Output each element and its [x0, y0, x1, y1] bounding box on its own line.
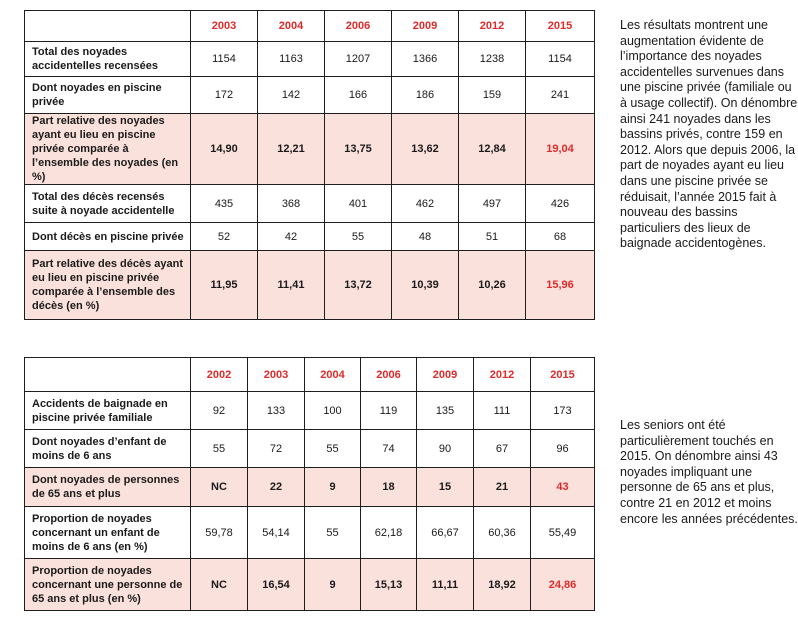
table-cell: 9	[305, 468, 361, 507]
table-cell: 1154	[526, 42, 595, 77]
table-cell: 1163	[258, 42, 325, 77]
year-header: 2006	[325, 11, 392, 42]
year-header: 2003	[191, 11, 258, 42]
table-cell: 60,36	[474, 507, 531, 559]
table-row-highlight	[25, 559, 595, 611]
table-cell: 72	[248, 430, 305, 468]
table-cell: 54,14	[248, 507, 305, 559]
table-cell: 186	[392, 77, 459, 114]
table1-corner	[25, 11, 191, 42]
table-row	[25, 77, 595, 114]
table-cell: 9	[305, 559, 361, 611]
table-row	[25, 42, 595, 77]
row-label: Total des noyades accidentelles recensées	[25, 42, 191, 77]
table-row-highlight	[25, 251, 595, 320]
year-header: 2006	[361, 358, 417, 392]
table-row	[25, 392, 595, 430]
table-row	[25, 223, 595, 251]
table-cell: 172	[191, 77, 258, 114]
year-header: 2003	[248, 358, 305, 392]
table-cell: 11,95	[191, 251, 258, 320]
table1-header-row	[25, 11, 595, 42]
table-cell: 12,84	[459, 114, 526, 185]
table-cell: 90	[417, 430, 474, 468]
table-cell: 11,11	[417, 559, 474, 611]
table-cell: 241	[526, 77, 595, 114]
table-cell: 135	[417, 392, 474, 430]
table-cell: 16,54	[248, 559, 305, 611]
table-cell-emphasis: 19,04	[526, 114, 595, 185]
row-label: Dont noyades en piscine privée	[25, 77, 191, 114]
row-label: Part relative des décès ayant eu lieu en piscine privée comparée à l’ensemble des décès (en %)	[25, 251, 191, 320]
table-cell: 14,90	[191, 114, 258, 185]
table-cell: 55	[325, 223, 392, 251]
year-header: 2004	[258, 11, 325, 42]
table-cell: 13,72	[325, 251, 392, 320]
table-cell: 426	[526, 185, 595, 223]
table-cell: 462	[392, 185, 459, 223]
table-cell: 13,62	[392, 114, 459, 185]
table-cell: 13,75	[325, 114, 392, 185]
table-cell: 92	[191, 392, 248, 430]
table2-corner	[25, 358, 191, 392]
row-label: Part relative des noyades ayant eu lieu en piscine privée comparée à l’ensemble des noyades (en %)	[25, 114, 191, 185]
table-row-highlight	[25, 468, 595, 507]
summary-paragraph-1: Les résultats montrent une augmentation évidente de l’importance des noyades accidentelles survenues dans une piscine privée (familiale ou à usage collectif). On dénombre ainsi 241 noyades dans les bassins privés, contre 159 en 2012. Alors que depuis 2006, la part de noyades ayant eu lieu dans une piscine privée se réduisait, l’année 2015 fait à nouveau des bassins particuliers des lieux de baignade accidentogènes.	[620, 18, 798, 251]
table-cell: 55	[305, 430, 361, 468]
table-cell: 111	[474, 392, 531, 430]
table-cell: 15,13	[361, 559, 417, 611]
table-cell-emphasis: 43	[531, 468, 595, 507]
table-cell: 497	[459, 185, 526, 223]
table-cell: 100	[305, 392, 361, 430]
table-cell-emphasis: 15,96	[526, 251, 595, 320]
table-cell: 48	[392, 223, 459, 251]
year-header: 2002	[191, 358, 248, 392]
row-label: Dont décès en piscine privée	[25, 223, 191, 251]
row-label: Accidents de baignade en piscine privée familiale	[25, 392, 191, 430]
table-row-highlight	[25, 114, 595, 185]
table-cell: 15	[417, 468, 474, 507]
year-header: 2015	[531, 358, 595, 392]
table-cell: 401	[325, 185, 392, 223]
table-cell: 42	[258, 223, 325, 251]
year-header: 2015	[526, 11, 595, 42]
table-cell: NC	[191, 559, 248, 611]
table-cell: 159	[459, 77, 526, 114]
table-cell: 55	[305, 507, 361, 559]
table-cell: 10,39	[392, 251, 459, 320]
row-label: Proportion de noyades concernant une personne de 65 ans et plus (en %)	[25, 559, 191, 611]
table-cell: 51	[459, 223, 526, 251]
table-cell: 96	[531, 430, 595, 468]
year-header: 2012	[474, 358, 531, 392]
table-cell: 11,41	[258, 251, 325, 320]
year-header: 2004	[305, 358, 361, 392]
row-label: Proportion de noyades concernant un enfant de moins de 6 ans (en %)	[25, 507, 191, 559]
table-cell: 142	[258, 77, 325, 114]
table-cell: 74	[361, 430, 417, 468]
row-label: Dont noyades de personnes de 65 ans et plus	[25, 468, 191, 507]
table-cell: 1207	[325, 42, 392, 77]
table-row	[25, 430, 595, 468]
year-header: 2012	[459, 11, 526, 42]
drowning-stats-table	[24, 10, 595, 320]
table-cell: 52	[191, 223, 258, 251]
table-cell: NC	[191, 468, 248, 507]
table-cell: 1154	[191, 42, 258, 77]
table-cell: 68	[526, 223, 595, 251]
table-cell: 119	[361, 392, 417, 430]
table-row	[25, 507, 595, 559]
table-cell: 18,92	[474, 559, 531, 611]
table-row	[25, 185, 595, 223]
table2-header-row	[25, 358, 595, 392]
year-header: 2009	[417, 358, 474, 392]
table-cell: 1238	[459, 42, 526, 77]
table-cell: 368	[258, 185, 325, 223]
table-cell: 55,49	[531, 507, 595, 559]
row-label: Dont noyades d’enfant de moins de 6 ans	[25, 430, 191, 468]
year-header: 2009	[392, 11, 459, 42]
table-cell: 10,26	[459, 251, 526, 320]
table-cell: 66,67	[417, 507, 474, 559]
summary-paragraph-2: Les seniors ont été particulièrement touchés en 2015. On dénombre ainsi 43 noyades impliquant une personne de 65 ans et plus, contre 21 en 2012 et moins encore les années précédentes.	[620, 418, 798, 526]
table-cell: 21	[474, 468, 531, 507]
table-cell: 59,78	[191, 507, 248, 559]
row-label: Total des décès recensés suite à noyade accidentelle	[25, 185, 191, 223]
table-cell: 67	[474, 430, 531, 468]
private-pool-stats-table	[24, 357, 595, 611]
table-cell: 62,18	[361, 507, 417, 559]
table-cell: 12,21	[258, 114, 325, 185]
table-cell: 133	[248, 392, 305, 430]
table-cell: 22	[248, 468, 305, 507]
table-cell-emphasis: 24,86	[531, 559, 595, 611]
table-cell: 18	[361, 468, 417, 507]
table-cell: 435	[191, 185, 258, 223]
table-cell: 166	[325, 77, 392, 114]
table-cell: 173	[531, 392, 595, 430]
table-cell: 1366	[392, 42, 459, 77]
table-cell: 55	[191, 430, 248, 468]
